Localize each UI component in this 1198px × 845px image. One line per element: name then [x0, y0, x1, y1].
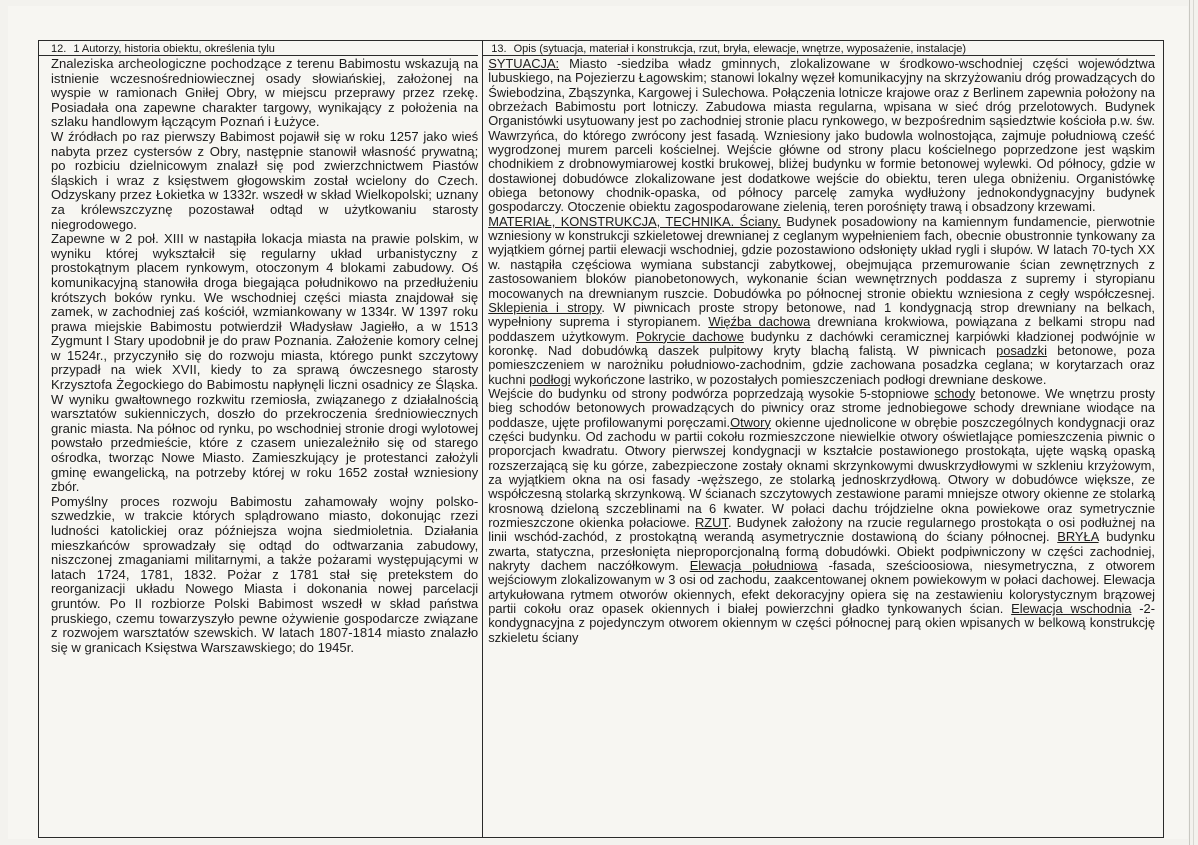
history-header-text: 1 Autorzy, historia obiektu, określenia tylu [73, 43, 275, 55]
description-text: betonowe, poza pomieszczeniem w narożniku południowo-zachodnim, gdzie zachowana posadzka ceglana; w korytarzach oraz kuchni [488, 342, 1155, 387]
description-text: -2-kondygnacyjna z pojedynczym otworem okiennym w części północnej parą okien wpisanych w belkową konstrukcję szkieletu ściany [488, 601, 1155, 645]
description-header-main: Opis [513, 43, 537, 55]
history-paragraph-3: Zapewne w 2 poł. XIII w nastąpiła lokacja miasta na prawie polskim, w wyniku której wykształcił się regularny układ urbanistyczny z prostokątnym placem rynkowym, otoczonym 4 blokami zabudowy. Oś komunikacyjną stanowiła droga biegająca południkowo na przedłużeniu krótszych boków rynku. We wschodniej części miasta znajdował się zamek, w zachodniej zaś kościół, wzmiankowany w 1334r. W 1397 roku prawa miejskie Babimostu potwierdził Władysław Jagiełło, a w 1513 Zygmunt I Stary upodobnił je do praw Poznania. Założenie komory celnej w 1524r., przyczyniło się do rozwoju miasta, którego punkt szczytowy przypadł na wiek XVII, kiedy to za sprawą ówczesnego starosty Krzysztofa Żegockiego do Babimostu napłynęli liczni osadnicy ze Śląska. W wyniku gwałtownego rozkwitu rzemiosła, związanego z działalnością warsztatów sukienniczych, doszło do przekroczenia średniowiecznych granic miasta. Na północ od rynku, po wschodniej stronie drogi wylotowej powstało przedmieście, które z czasem uniezależniło się od starego ośrodka, tworząc Nowe Miasto. Zamieszkujący je protestanci założyli gminę ewangelicką, na potrzeby której w roku 1652 został wzniesiony zbór. [51, 231, 479, 495]
underlined-term: RZUT [695, 515, 728, 530]
description-text: Wejście do budynku od strony podwórza poprzedzają wysokie 5-stopniowe [488, 385, 935, 401]
underlined-term: SYTUACJA: [488, 56, 560, 71]
description-text: budynku zwarta, statyczna, przesłonięta nieproporcjonalną formą dobudówki. Obiekt podpiwniczony w części zachodniej, nakryty dachem naczółkowym. [488, 529, 1155, 574]
description-text: budynku z dachówki ceramicznej karpiówki kładzionej podwójnie w koronkę. Nad dobudówką daszek pulpitowy kryty blachą falistą. W piwnicach [488, 328, 1155, 358]
description-text: wykończone lastriko, w pozostałych pomieszczeniach podłogi drewniane deskowe. [570, 371, 1047, 387]
underlined-term: Otwory [730, 414, 771, 430]
history-paragraph-2: W źródłach po raz pierwszy Babimost pojawił się w roku 1257 jako wieś nabyta przez cystersów z Obry, następnie stanowił własność prywatną; po rozbiciu dzielnicowym znalazł się pod zwierzchnictwem Piastów śląskich i wraz z księstwem głogowskim został wcielony do Czech. Odzyskany przez Łokietka w 1332r. wszedł w skład Wielkopolski; uznany za królewszczyznę pozostawał odtąd w użytkowaniu starosty niegrodowego. [51, 128, 479, 232]
description-section-materials [488, 215, 1155, 387]
underlined-term: podłogi [529, 371, 571, 387]
underlined-term: BRYŁA [1057, 529, 1099, 545]
underlined-term: Więźba dachowa [708, 314, 811, 330]
underlined-term: MATERIAŁ, KONSTRUKCJA, TECHNIKA. Ściany. [488, 213, 781, 229]
description-text: . Budynek założony na rzucie regularnego prostokąta o osi podłużnej na linii wschód-zachód, z prostokątną werandą asymetrycznie dostawioną do ściany północnej. [488, 515, 1155, 545]
description-section-form [488, 387, 1155, 645]
history-paragraph-1: Znaleziska archeologiczne pochodzące z terenu Babimostu wskazują na istnienie wczesnośredniowiecznej osady słowiańskiej, założonej na wyspie w ramionach Gniłej Obry, w miejscu przeprawy przez rzekę. Posiadała ona zapewne charakter targowy, wynikający z położenia na szlaku handlowym łączącym Poznań i Łużyce. [51, 56, 479, 130]
description-text: -fasada, sześcioosiowa, niesymetryczna, z otworem wejściowym zlokalizowanym w 3 osi od zachodu, zaakcentowanej oknem powiekowym w połaci dachowej. Elewacja artykułowana rytmem otworów okiennych, efekt dekoracyjny opiera się na zestawieniu kolorystycznym brązowej partii cokołu oraz opasek okiennych i białej powierzchni gładko tynkowanych ścian. [488, 558, 1156, 617]
description-column [483, 41, 1163, 837]
description-column-header [483, 43, 1155, 56]
history-column-header [39, 43, 478, 56]
underlined-term: schody [934, 385, 976, 401]
description-form-table [38, 40, 1164, 838]
description-text: Miasto -siedziba władz gminnych, zlokalizowane w środkowo-wschodniej części województwa lubuskiego, na Pojezierzu Łagowskim; stanowi lokalny węzeł komunikacyjny na skrzyżowaniu dróg prowadzących do Świebodzina, Zbąszynka, Kargowej i Sulechowa. Połączenia lotnicze krajowe oraz z Berlinem zapewnia położony na obrzeżach Babimostu port lotniczy. Zabudowa miasta regularna, wpisana w sieć dróg przelotowych. Budynek Organistówki usytuowany jest po zachodniej stronie placu rynkowego, w bezpośrednim sąsiedztwie kościoła p.w. św. Wawrzyńca, do którego zwrócony jest fasadą. Wzniesiony jako budowla wolnostojąca, zajmuje południową cześć wygrodzonej murem parceli kościelnej. Wejście główne od strony placu kościelnego poprzedzone jest wąskim chodnikiem z drobnowymiarowej kostki brukowej, bliżej budynku w formie betonowej wylewki. Od północy, gdzie w dostawionej dobudówce zlokalizowane jest dodatkowe wejście do obiektu, teren ulega obniżeniu. Organistówkę obiega betonowy chodnik-opaska, od północy parcelę zamyka wydłużony jednokondygnacyjny budynek gospodarczy. Otoczenie obiektu zagospodarowane zielenią, teren porośnięty trawą i obsadzony krzewami. [488, 56, 1155, 215]
underlined-term: Elewacja południowa [689, 558, 818, 574]
page-edge-shadow [1189, 0, 1190, 845]
page-edge-shadow-2 [1193, 0, 1194, 845]
underlined-term: Elewacja wschodnia [1011, 601, 1132, 617]
scanned-sheet [8, 6, 1188, 839]
description-text: Budynek posadowiony na kamiennym fundamencie, pierwotnie wzniesiony w konstrukcji szkieletowej drewnianej z ceglanym wypełnieniem fach, obecnie obustronnie tynkowany za wyjątkiem górnej partii elewacji wschodniej, gdzie pozostawiono odsłonięty układ rygli i słupów. W latach 70-tych XX w. nastąpiła częściowa wymiana substancji zabytkowej, obejmująca przemurowanie ścian zewnętrznych z zastosowaniem bloków pianobetonowych, wykonanie ścian wewnętrznych poddasza z supremy i styropianu mocowanych na drewnianym ruszcie. Dobudówka po północnej stronie obiektu wzniesiona z cegły współczesnej. [488, 213, 1155, 301]
history-column [39, 41, 483, 837]
description-section-situation [488, 57, 1155, 215]
underlined-term: Sklepienia i stropy [488, 299, 602, 315]
description-text: okienne ujednolicone w obrębie poszczególnych kondygnacji oraz części budynku. Od zachodu w partii cokołu rozmieszczone niewielkie otwory oświetlające pomieszczenia piwnic o proporcjach kwadratu. Otwory pierwszej kondygnacji w kształcie postawionego prostokąta, ujęte wąską opaską rozszerzającą się ku górze, zabezpieczone zostały oknami skrzynkowymi dwuskrzydłowymi w szkleniu krzyżowym, za wyjątkiem okna na osi fasady -węższego, ze stolarką jednoskrzydłową. Otwory w dobudówce większe, ze współczesną stolarką skrzynkową. W ścianach szczytowych zestawione parami mniejsze otwory okienne ze stolarką krosnową dzieloną szczeblinami na 6 kwater. W połaci dachu trójdzielne okna powiekowe oraz symetrycznie rozmieszczone okienka połaciowe. [488, 414, 1155, 530]
section-number-13: 13. [491, 43, 507, 55]
description-header-detail: (sytuacja, materiał i konstrukcja, rzut, bryła, elewacje, wnętrze, wyposażenie, instalacje) [539, 43, 966, 55]
description-text: . W piwnicach proste stropy betonowe, nad 1 kondygnacją strop drewniany na belkach, wypełniony suprema i styropianem. [488, 299, 1156, 330]
underlined-term: posadzki [996, 342, 1047, 358]
underlined-term: Pokrycie dachowe [635, 328, 744, 344]
section-number-12: 12. [51, 43, 67, 55]
history-paragraph-4: Pomyślny proces rozwoju Babimostu zahamowały wojny polsko-szwedzkie, w trakcie których splądrowano miasto, dokonując rzezi ludności katolickiej oraz późniejsza wojna siedmioletnia. Działania mieszkańców sprowadzały się odtąd do odtwarzania zabudowy, niszczonej zmaganiami militarnymi, a także pożarami występującymi w latach 1724, 1781, 1832. Pożar z 1781 stał się pretekstem do reorganizacji układu Nowego Miasta i dokonania nowej parcelacji gruntów. Po II rozbiorze Polski Babimost wszedł w skład państwa pruskiego, czemu towarzyszyło pewne ożywienie gospodarcze związane z rozwojem warsztatów szewskich. W latach 1807-1814 miasto znalazło się w granicach Księstwa Warszawskiego; do 1945r. [51, 493, 479, 655]
description-text: betonowe. We wnętrzu prosty bieg schodów betonowych prowadzących do piwnicy oraz strome jednobiegowe schody drewniane wiodące na poddasze, ujęte profilowanymi poręczami. [488, 385, 1156, 430]
description-text: drewniana krokwiowa, powiązana z belkami stropu nad poddaszem użytkowym. [488, 314, 1155, 344]
